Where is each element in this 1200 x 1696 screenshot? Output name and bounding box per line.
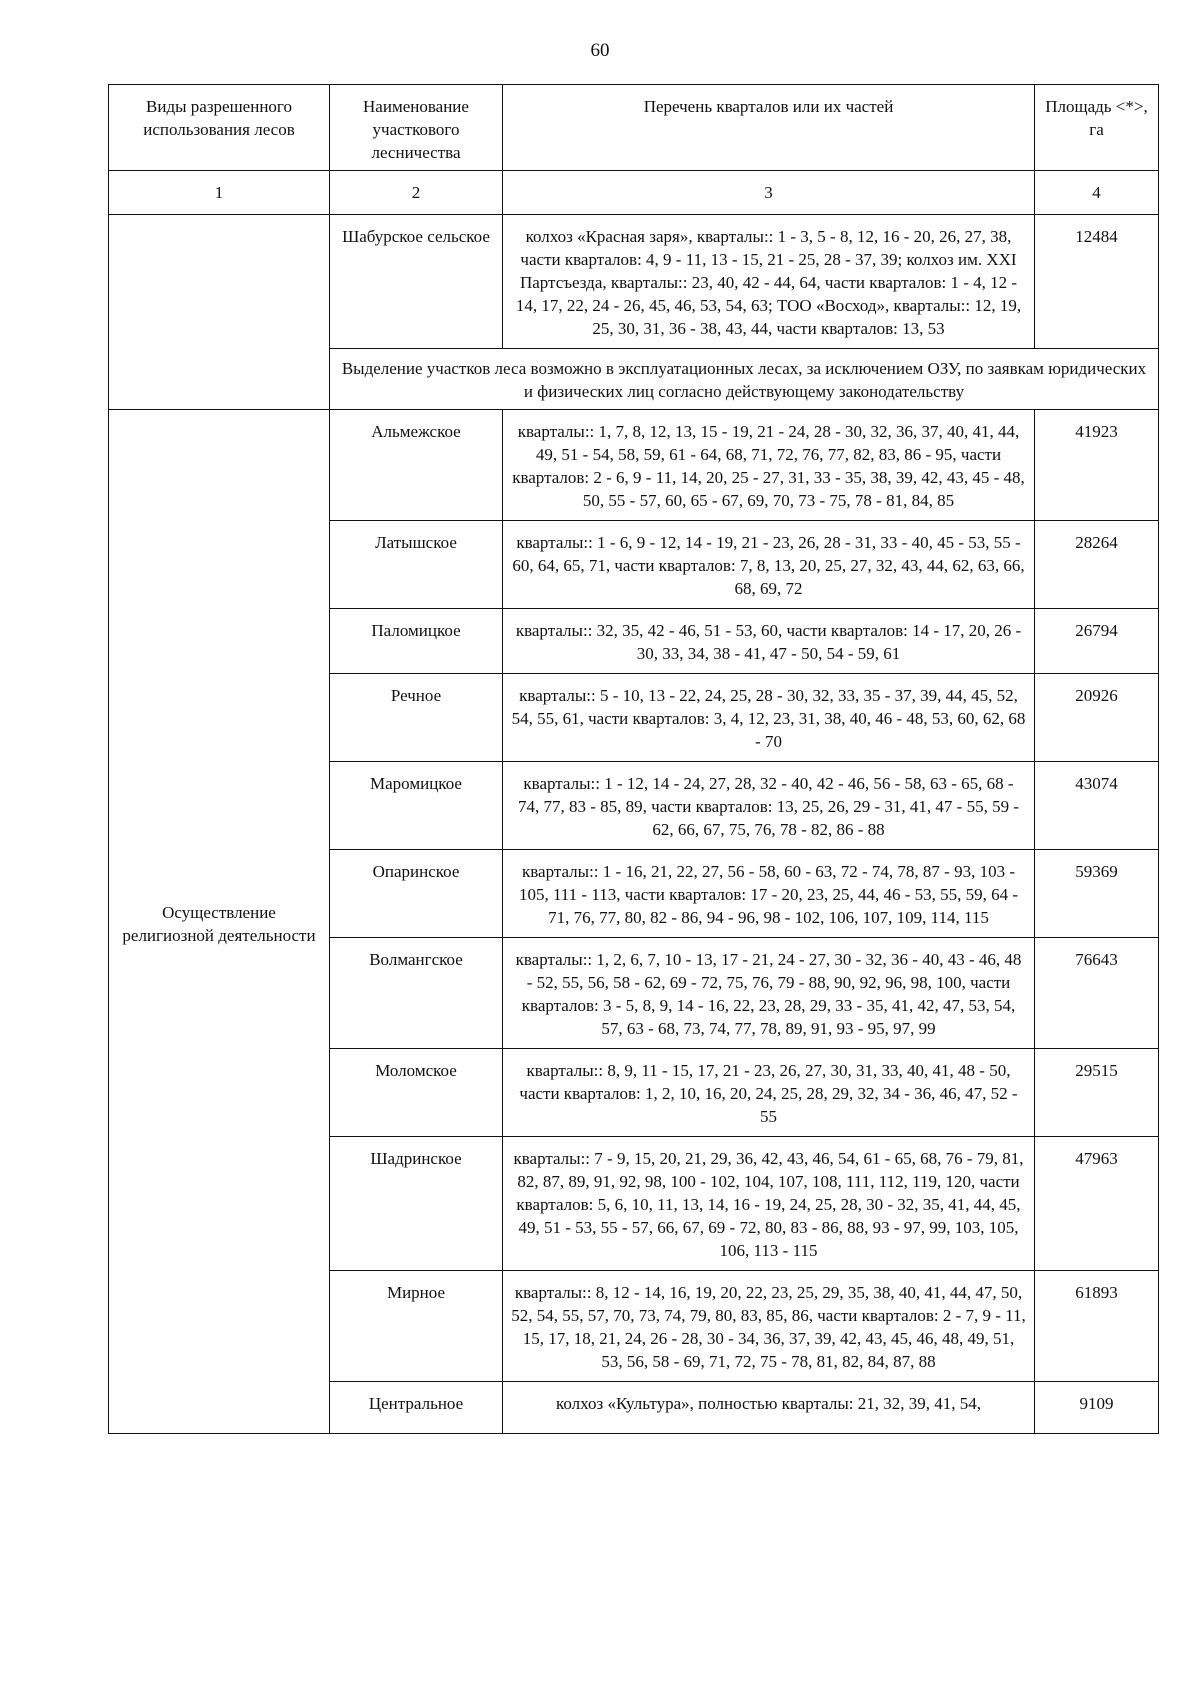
area-cell: 20926: [1035, 674, 1159, 762]
table-header-row: [109, 85, 1159, 171]
forestry-name-cell: Альмежское: [330, 410, 503, 521]
header-area: Площадь <*>, га: [1035, 85, 1159, 171]
forestry-name-cell: Маромицкое: [330, 762, 503, 850]
area-cell: 26794: [1035, 609, 1159, 674]
quarters-list-cell: кварталы:: 1, 2, 6, 7, 10 - 13, 17 - 21, 24 - 27, 30 - 32, 36 - 40, 43 - 46, 48 - 52, 55, 56, 58 - 62, 69 - 72, 75, 76, 79 - 88, 90, 92, 96, 98, 100, части кварталов: 3 - 5, 8, 9, 14 - 16, 22, 23, 28, 29, 33 - 35, 41, 42, 47, 53, 54, 57, 63 - 68, 73, 74, 77, 78, 89, 91, 93 - 95, 97, 99: [503, 938, 1035, 1049]
forestry-name-cell: Речное: [330, 674, 503, 762]
note-cell: Выделение участков леса возможно в эксплуатационных лесах, за исключением ОЗУ, по заявкам юридических и физических лиц согласно действующему законодательству: [330, 349, 1159, 410]
quarters-list-cell: кварталы:: 8, 9, 11 - 15, 17, 21 - 23, 26, 27, 30, 31, 33, 40, 41, 48 - 50, части кварталов: 1, 2, 10, 16, 20, 24, 25, 28, 29, 32, 34 - 36, 46, 47, 52 - 55: [503, 1049, 1035, 1137]
column-number: 2: [330, 171, 503, 215]
area-cell: 28264: [1035, 521, 1159, 609]
quarters-list-cell: кварталы:: 1 - 16, 21, 22, 27, 56 - 58, 60 - 63, 72 - 74, 78, 87 - 93, 103 - 105, 111 - 113, части кварталов: 17 - 20, 23, 25, 44, 46 - 53, 55, 59, 64 - 71, 76, 77, 80, 82 - 86, 94 - 96, 98 - 102, 106, 107, 109, 114, 115: [503, 850, 1035, 938]
table-row: [109, 410, 1159, 521]
forestry-name-cell: Шадринское: [330, 1137, 503, 1271]
forestry-name-cell: Опаринское: [330, 850, 503, 938]
area-cell: 29515: [1035, 1049, 1159, 1137]
area-cell: 43074: [1035, 762, 1159, 850]
area-cell: 59369: [1035, 850, 1159, 938]
area-cell: 9109: [1035, 1382, 1159, 1434]
column-number: 4: [1035, 171, 1159, 215]
quarters-list-cell: кварталы:: 1, 7, 8, 12, 13, 15 - 19, 21 - 24, 28 - 30, 32, 36, 37, 40, 41, 44, 49, 51 - 54, 58, 59, 61 - 64, 68, 71, 72, 76, 77, 82, 83, 86 - 95, части кварталов: 2 - 6, 9 - 11, 14, 20, 25 - 27, 31, 33 - 35, 38, 39, 42, 43, 45 - 48, 50, 55 - 57, 60, 65 - 67, 69, 70, 73 - 75, 78 - 81, 84, 85: [503, 410, 1035, 521]
forestry-name-cell: Латышское: [330, 521, 503, 609]
area-cell: 47963: [1035, 1137, 1159, 1271]
forestry-name-cell: Мирное: [330, 1271, 503, 1382]
column-number: 1: [109, 171, 330, 215]
header-forestry-name: Наименование участкового лесничества: [330, 85, 503, 171]
area-cell: 76643: [1035, 938, 1159, 1049]
forestry-name-cell: Шабурское сельское: [330, 215, 503, 349]
column-number: 3: [503, 171, 1035, 215]
quarters-list-cell: кварталы:: 1 - 6, 9 - 12, 14 - 19, 21 - 23, 26, 28 - 31, 33 - 40, 45 - 53, 55 - 60, 64, 65, 71, части кварталов: 7, 8, 13, 20, 25, 27, 32, 43, 44, 62, 63, 66, 68, 69, 72: [503, 521, 1035, 609]
forestry-name-cell: Волмангское: [330, 938, 503, 1049]
use-type-cell: Осуществление религиозной деятельности: [109, 410, 330, 1434]
forestry-name-cell: Моломское: [330, 1049, 503, 1137]
area-cell: 12484: [1035, 215, 1159, 349]
quarters-list-cell: кварталы:: 32, 35, 42 - 46, 51 - 53, 60, части кварталов: 14 - 17, 20, 26 - 30, 33, 34, 38 - 41, 47 - 50, 54 - 59, 61: [503, 609, 1035, 674]
forestry-name-cell: Паломицкое: [330, 609, 503, 674]
column-number-row: [109, 171, 1159, 215]
use-type-cell: [109, 215, 330, 410]
quarters-list-cell: кварталы:: 8, 12 - 14, 16, 19, 20, 22, 23, 25, 29, 35, 38, 40, 41, 44, 47, 50, 52, 54, 55, 57, 70, 73, 74, 79, 80, 83, 85, 86, части кварталов: 2 - 7, 9 - 11, 15, 17, 18, 21, 24, 26 - 28, 30 - 34, 36, 37, 39, 42, 43, 45, 46, 48, 49, 51, 53, 56, 58 - 69, 71, 72, 75 - 78, 81, 82, 84, 87, 88: [503, 1271, 1035, 1382]
quarters-list-cell: кварталы:: 7 - 9, 15, 20, 21, 29, 36, 42, 43, 46, 54, 61 - 65, 68, 76 - 79, 81, 82, 87, 89, 91, 92, 98, 100 - 102, 104, 107, 108, 111, 112, 119, 120, части кварталов: 5, 6, 10, 11, 13, 14, 16 - 19, 24, 25, 28, 30 - 32, 35, 41, 44, 45, 49, 51 - 53, 55 - 57, 66, 67, 69 - 72, 80, 83 - 86, 88, 93 - 97, 99, 103, 105, 106, 113 - 115: [503, 1137, 1035, 1271]
quarters-list-cell: колхоз «Культура», полностью кварталы: 21, 32, 39, 41, 54,: [503, 1382, 1035, 1434]
forest-use-table: [108, 84, 1159, 1434]
header-use-type: Виды разрешенного использования лесов: [109, 85, 330, 171]
area-cell: 61893: [1035, 1271, 1159, 1382]
table-row: [109, 215, 1159, 349]
header-quarters-list: Перечень кварталов или их частей: [503, 85, 1035, 171]
quarters-list-cell: колхоз «Красная заря», кварталы:: 1 - 3, 5 - 8, 12, 16 - 20, 26, 27, 38, части кварталов: 4, 9 - 11, 13 - 15, 21 - 25, 28 - 37, 39; колхоз им. XXI Партсъезда, кварталы:: 23, 40, 42 - 44, 64, части кварталов: 1 - 4, 12 - 14, 17, 22, 24 - 26, 45, 46, 53, 54, 63; ТОО «Восход», кварталы:: 12, 19, 25, 30, 31, 36 - 38, 43, 44, части кварталов: 13, 53: [503, 215, 1035, 349]
quarters-list-cell: кварталы:: 5 - 10, 13 - 22, 24, 25, 28 - 30, 32, 33, 35 - 37, 39, 44, 45, 52, 54, 55, 61, части кварталов: 3, 4, 12, 23, 31, 38, 40, 46 - 48, 53, 60, 62, 68 - 70: [503, 674, 1035, 762]
area-cell: 41923: [1035, 410, 1159, 521]
quarters-list-cell: кварталы:: 1 - 12, 14 - 24, 27, 28, 32 - 40, 42 - 46, 56 - 58, 63 - 65, 68 - 74, 77, 83 - 85, 89, части кварталов: 13, 25, 26, 29 - 31, 41, 47 - 55, 59 - 62, 66, 67, 75, 76, 78 - 82, 86 - 88: [503, 762, 1035, 850]
forestry-name-cell: Центральное: [330, 1382, 503, 1434]
page-number: 60: [590, 40, 610, 61]
